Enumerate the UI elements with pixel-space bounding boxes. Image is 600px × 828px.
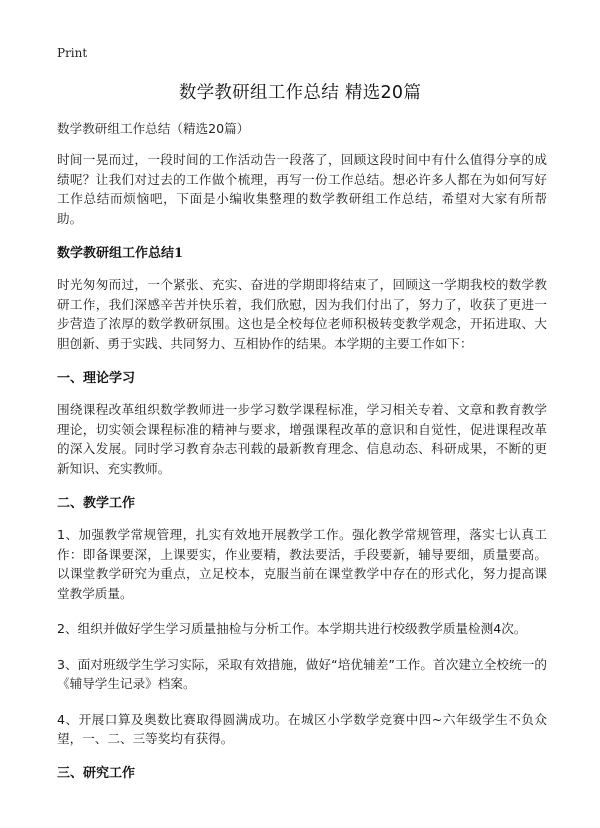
part1-paragraph: 围绕课程改革组织数学教师进一步学习数学课程标准，学习相关专着、文章和教育教学理论，切实领会课程标准的精神与要求，增强课程改革的意识和自觉性，促进课程改革的深入发展。同时学习教育杂志刊载的最新教育理念、信息动态、科研成果，不断的更新知识、充实教师。	[57, 402, 547, 476]
part3-heading: 三、研究工作	[57, 765, 136, 781]
document-subtitle: 数学教研组工作总结（精选20篇）	[57, 121, 250, 136]
part2-item-3: 3、面对班级学生学习实际，采取有效措施，做好“培优辅差”工作。首次建立全校统一的《辅导学生记录》档案。	[57, 656, 547, 691]
print-label[interactable]: Print	[57, 46, 88, 60]
part2-item-2: 2、组织并做好学生学习质量抽检与分析工作。本学期共进行校级教学质量检测4次。	[57, 621, 527, 636]
page-title: 数学教研组工作总结 精选20篇	[178, 83, 422, 103]
part2-item-1: 1、加强教学常规管理，扎实有效地开展教学工作。强化教学常规管理，落实七认真工作：即备课要深，上课要实，作业要精，教法要活，手段要新，辅导要细，质量要高。以课堂教学研究为重点，立足校本，克服当前在课堂教学中存在的形式化，努力提高课堂教学质量。	[57, 527, 547, 601]
section1-intro-paragraph: 时光匆匆而过，一个紧张、充实、奋进的学期即将结束了，回顾这一学期我校的数学教研工作，我们深感辛苦并快乐着，我们欣慰，因为我们付出了，努力了，收获了更进一步营造了浓厚的数学教研氛围。这也是全校每位老师积极转变教学观念，开拓进取、大胆创新、勇于实践、共同努力、互相协作的结果。本学期的主要工作如下：	[57, 277, 547, 351]
part1-heading: 一、理论学习	[57, 371, 136, 386]
intro-paragraph: 时间一晃而过，一段时间的工作活动告一段落了，回顾这段时间中有什么值得分享的成绩呢？让我们对过去的工作做个梳理，再写一份工作总结。想必许多人都在为如何写好工作总结而烦恼吧，下面是小编收集整理的数学教研组工作总结，希望对大家有所帮助。	[57, 152, 547, 226]
part2-heading: 二、教学工作	[57, 496, 136, 511]
document-body	[57, 120, 547, 795]
section1-heading: 数学教研组工作总结1	[57, 246, 184, 261]
part2-item-4: 4、开展口算及奥数比赛取得圆满成功。在城区小学数学竞赛中四~六年级学生不负众望，一、二、三等奖均有获得。	[57, 711, 547, 746]
